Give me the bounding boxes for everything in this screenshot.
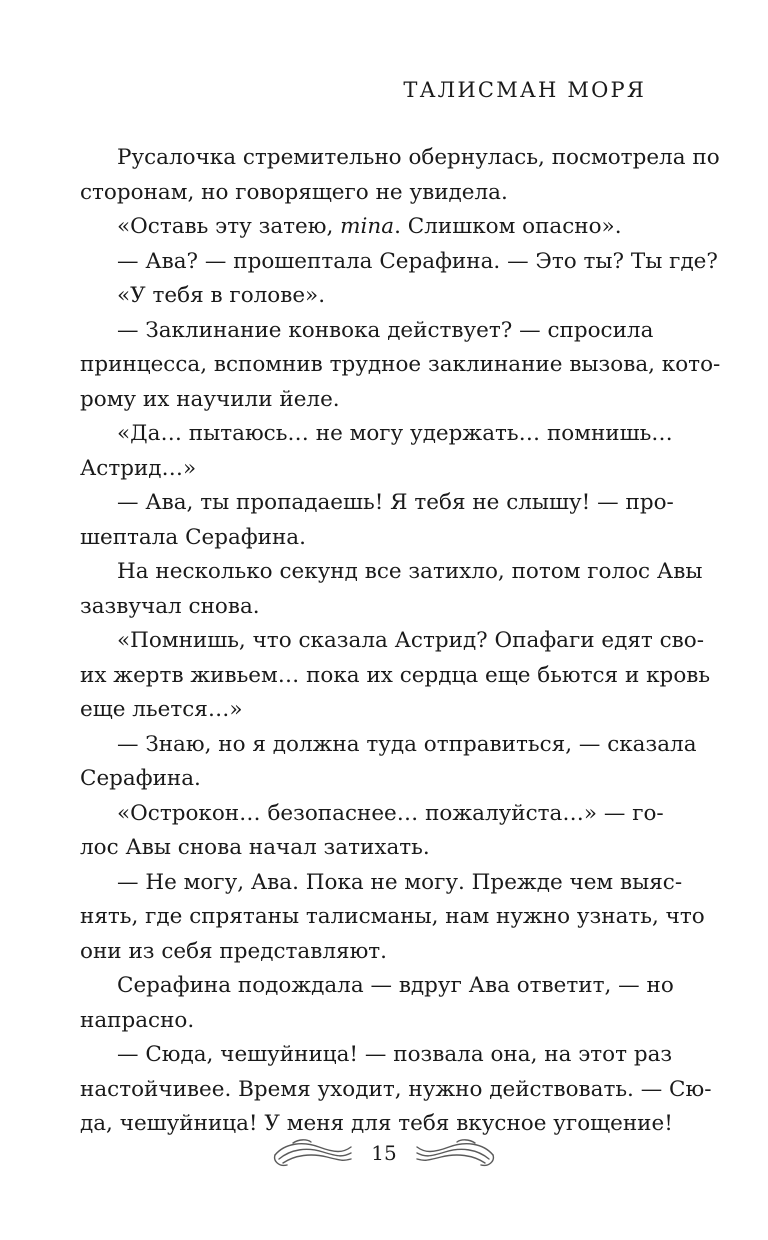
text-line: — Заклинание конвока действует? — спросила (117, 317, 654, 343)
text-line: лос Авы снова начал затихать. (80, 835, 430, 860)
text-line: «У тебя в голове». (117, 283, 326, 308)
folio (0, 1135, 768, 1171)
text-line: «Да… пытаюсь… не могу удержать… помнишь… (117, 421, 673, 446)
text-line: — Знаю, но я должна туда отправиться, — сказала (117, 731, 697, 757)
text-line: Серафина подождала — вдруг Ава ответит, — но (117, 973, 674, 998)
text-line: их жертв живьем… пока их сердца еще бьются и кровь (80, 662, 711, 688)
text-line: принцесса, вспомнив трудное заклинание вызова, кото- (80, 352, 721, 377)
body-text (80, 141, 721, 1142)
text-line: — Ава? — прошептала Серафина. — Это ты? Ты где? (117, 248, 718, 274)
text-line: На несколько секунд все затихло, потом голос Авы (117, 559, 703, 584)
swash-ornament-right-icon (415, 1135, 495, 1171)
swash-ornament-left-icon (273, 1135, 353, 1171)
text-line: шептала Серафина. (80, 524, 306, 550)
running-head: ТАЛИСМАН МОРЯ (403, 78, 646, 102)
text-line: настойчивее. Время уходит, нужно действовать. — Сю- (80, 1076, 712, 1102)
page-number: 15 (371, 1141, 397, 1165)
text-line: они из себя представляют. (80, 938, 388, 964)
text-line: напрасно. (80, 1007, 195, 1033)
text-line: еще льется…» (80, 697, 243, 722)
text-line: нять, где спрятаны талисманы, нам нужно узнать, что (80, 904, 705, 929)
text-line: да, чешуйница! У меня для тебя вкусное угощение! (80, 1111, 673, 1136)
italic-word: mina (340, 214, 395, 239)
text-line: — Не могу, Ава. Пока не могу. Прежде чем выяс- (117, 869, 683, 895)
text-line: рому их научили йеле. (80, 386, 340, 412)
text-line: «Помнишь, что сказала Астрид? Опафаги едят сво- (117, 628, 704, 653)
text-line: — Сюда, чешуйница! — позвала она, на этот раз (117, 1042, 673, 1067)
text-line: Русалочка стремительно обернулась, посмотрела по (117, 145, 720, 170)
text-line: — Ава, ты пропадаешь! Я тебя не слышу! — про- (117, 490, 674, 515)
text-line: сторонам, но говорящего не увидела. (80, 179, 508, 205)
text-line: Серафина. (80, 766, 201, 791)
text-line: Астрид…» (80, 455, 197, 481)
text-line: «Оставь эту затею, mina. Слишком опасно». (117, 214, 622, 239)
text-line: зазвучал снова. (80, 593, 260, 619)
text-line: «Острокон… безопаснее… пожалуйста…» — го- (117, 800, 664, 826)
